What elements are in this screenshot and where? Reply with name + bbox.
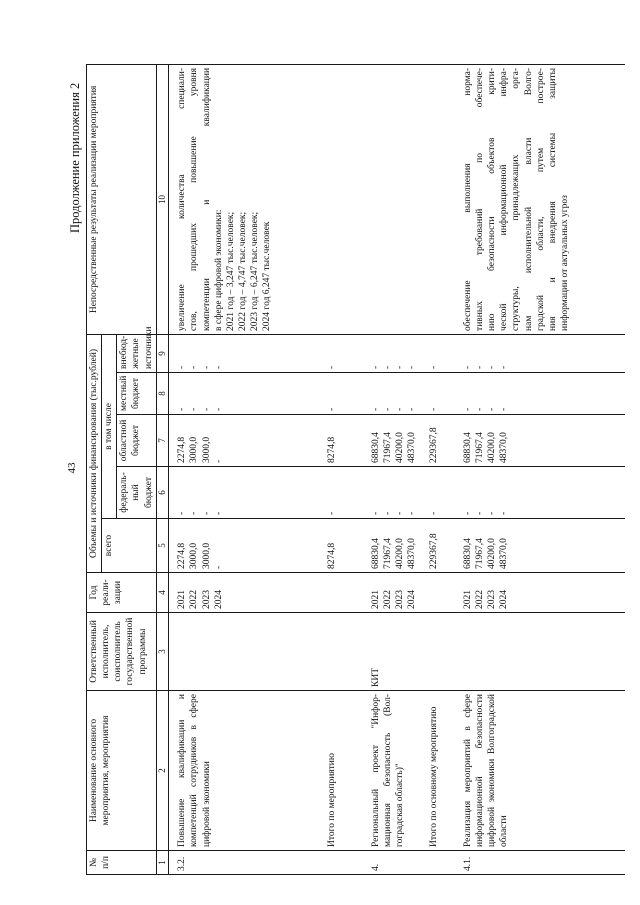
result-line: ческой информационной инфра-	[499, 67, 510, 331]
row-local-value: -	[189, 407, 200, 411]
row-local-value: -	[326, 407, 337, 411]
result-line: увеличение количества специали-	[177, 67, 188, 331]
row-local-value: -	[370, 407, 381, 411]
header-incl: в том числе	[102, 334, 117, 518]
column-number: 3	[156, 613, 169, 691]
row-total-value: 3000,0	[189, 542, 200, 569]
row-extra-value: -	[201, 365, 212, 369]
row-local-value: -	[428, 407, 439, 411]
header-total: всего	[102, 519, 157, 573]
row-extra-value: -	[177, 365, 188, 369]
row-local-value: -	[382, 407, 393, 411]
row-regional-value: 3000,0	[189, 436, 200, 463]
result-line: обеспечение выполнения норма-	[462, 67, 473, 331]
row-federal	[169, 467, 319, 519]
row-results	[421, 64, 455, 334]
row-total-value: 3000,0	[201, 542, 212, 569]
row-number: 4.	[363, 851, 421, 875]
row-extra-value: -	[474, 365, 485, 369]
row-federal	[363, 467, 421, 519]
row-years-value: 2021	[370, 590, 381, 609]
row-local-value: -	[177, 407, 188, 411]
row-results	[169, 64, 319, 334]
row-name: Итого по мероприятию	[319, 691, 363, 851]
row-local	[421, 373, 455, 415]
row-regional	[455, 415, 625, 467]
header-local: местный бюджет	[117, 373, 156, 415]
row-local	[169, 373, 319, 415]
row-results	[363, 64, 421, 334]
row-years-value: 2024	[499, 590, 510, 609]
row-total-value: 71967,4	[474, 538, 485, 569]
row-regional-value: 71967,4	[474, 432, 485, 463]
row-name: Региональный проект "Инфор-мационная безопасность (Вол-гоградская область)"	[363, 691, 421, 851]
header-responsible: Ответственный исполнитель, соисполнитель государственной программы	[87, 613, 157, 691]
row-total-value: 2274,8	[177, 542, 188, 569]
row-regional-value: 68830,4	[370, 432, 381, 463]
row-local	[363, 373, 421, 415]
result-line: тивных требований по обеспече-	[474, 67, 485, 331]
row-extra-value: -	[370, 365, 381, 369]
row-regional-value: 8274,8	[326, 436, 337, 463]
column-number-row	[156, 64, 169, 874]
result-line: информации от актуальных угроз	[560, 195, 571, 331]
row-years-value: 2023	[201, 590, 212, 609]
row-extra-value: -	[428, 365, 439, 369]
result-line: стов, прошедших повышение уровня	[189, 67, 200, 331]
row-responsible	[319, 613, 363, 691]
header-year: Год реали-зации	[87, 573, 157, 613]
row-responsible	[169, 613, 319, 691]
row-federal-value: -	[462, 511, 473, 515]
row-federal-value: -	[189, 511, 200, 515]
row-regional-value: 3000,0	[201, 436, 212, 463]
row-extra	[455, 334, 625, 372]
row-federal-value: -	[487, 511, 498, 515]
row-extra-value: -	[407, 365, 418, 369]
row-federal-value: -	[395, 511, 406, 515]
row-total-value: 48370,0	[407, 538, 418, 569]
column-number: 2	[156, 691, 169, 851]
row-years	[455, 573, 625, 613]
row-total-value: 40200,0	[395, 538, 406, 569]
row-extra-value: -	[382, 365, 393, 369]
row-regional	[319, 415, 363, 467]
result-line: ния и внедрения системы защиты	[547, 67, 558, 331]
row-federal-value: -	[201, 511, 212, 515]
row-extra-value: -	[189, 365, 200, 369]
row-regional-value: 71967,4	[382, 432, 393, 463]
row-local	[319, 373, 363, 415]
row-total-value: 68830,4	[462, 538, 473, 569]
row-federal	[319, 467, 363, 519]
row-name: Реализация мероприятий в сфере информационной безопасности цифровой экономики Волгоградской области	[455, 691, 625, 851]
row-extra-value: -	[487, 365, 498, 369]
row-extra-value: -	[326, 365, 337, 369]
row-years-value: 2021	[462, 590, 473, 609]
row-total-value: -	[213, 565, 224, 569]
column-number: 5	[156, 519, 169, 573]
row-years	[421, 573, 455, 613]
header-extra: внебюд-жетные источники	[117, 334, 156, 372]
row-name: Итого по основному мероприятию	[421, 691, 455, 851]
result-line: 2024 год 6,247 тыс.человек	[262, 221, 273, 331]
column-number: 8	[156, 373, 169, 415]
row-number	[319, 851, 363, 875]
row-results	[319, 64, 363, 334]
column-number: 6	[156, 467, 169, 519]
header-results: Непосредственные результаты реализации мероприятия	[87, 64, 157, 334]
continuation-title: Продолжение приложения 2	[68, 82, 82, 233]
row-years-value: 2022	[474, 590, 485, 609]
row-extra	[169, 334, 319, 372]
result-line: компетенции и квалификации	[201, 67, 212, 331]
row-name: Повышение квалификации и компетенций сотрудников в сфере цифровой экономики	[169, 691, 319, 851]
row-number: 3.2.	[169, 851, 319, 875]
row-regional-value: 40200,0	[487, 432, 498, 463]
column-number: 1	[156, 851, 169, 875]
row-extra-value: -	[462, 365, 473, 369]
row-local-value: -	[462, 407, 473, 411]
row-federal	[455, 467, 625, 519]
column-number: 10	[156, 64, 169, 334]
table-row	[319, 64, 363, 874]
header-name: Наименование основного мероприятия, мероприятия	[87, 691, 157, 851]
row-total-value: 48370,0	[499, 538, 510, 569]
row-total	[363, 519, 421, 573]
result-line: 2022 год – 4,747 тыс.человек;	[238, 211, 249, 331]
funding-table	[86, 64, 625, 875]
row-local-value: -	[499, 407, 510, 411]
row-federal	[421, 467, 455, 519]
row-total	[169, 519, 319, 573]
result-line: нам исполнительной власти Волго-	[523, 67, 534, 331]
row-total-value: 71967,4	[382, 538, 393, 569]
row-regional-value: 229367,8	[428, 427, 439, 463]
table-row	[363, 64, 421, 874]
row-years-value: 2024	[407, 590, 418, 609]
row-total-value: 229367,8	[428, 533, 439, 569]
result-line: 2023 год – 6,247 тыс.человек;	[250, 211, 261, 331]
row-years-value: 2023	[487, 590, 498, 609]
row-federal-value: -	[499, 511, 510, 515]
row-responsible	[421, 613, 455, 691]
row-local-value: -	[201, 407, 212, 411]
row-years	[169, 573, 319, 613]
column-number: 7	[156, 415, 169, 467]
column-number: 9	[156, 334, 169, 372]
row-federal-value: -	[382, 511, 393, 515]
row-total-value: 68830,4	[370, 538, 381, 569]
row-years-value: 2023	[395, 590, 406, 609]
table-row	[421, 64, 455, 874]
row-federal-value: -	[213, 511, 224, 515]
row-federal-value: -	[370, 511, 381, 515]
row-extra	[319, 334, 363, 372]
row-federal-value: -	[428, 511, 439, 515]
row-regional	[421, 415, 455, 467]
row-years-value: 2021	[177, 590, 188, 609]
result-line: в сфере цифровой экономики:	[213, 209, 224, 331]
result-line: нию безопасности объектов крити-	[487, 67, 498, 331]
header-num: № п/п	[87, 851, 157, 875]
row-regional-value: 48370,0	[407, 432, 418, 463]
row-regional-value: 48370,0	[499, 432, 510, 463]
row-number: 4.1.	[455, 851, 625, 875]
column-number: 4	[156, 573, 169, 613]
row-regional-value: 2274,8	[177, 436, 188, 463]
row-results	[455, 64, 625, 334]
page-number: 43	[66, 462, 78, 474]
row-number	[421, 851, 455, 875]
row-total-value: 40200,0	[487, 538, 498, 569]
row-extra	[421, 334, 455, 372]
row-regional-value: -	[213, 459, 224, 463]
row-extra-value: -	[395, 365, 406, 369]
result-line: 2021 год – 3,247 тыс.человек;	[225, 211, 236, 331]
row-years	[363, 573, 421, 613]
header-regional: областной бюджет	[117, 415, 156, 467]
header-funding: Объемы и источники финансирования (тыс.рублей)	[87, 334, 102, 572]
row-local-value: -	[407, 407, 418, 411]
row-years	[319, 573, 363, 613]
row-federal-value: -	[177, 511, 188, 515]
row-regional-value: 68830,4	[462, 432, 473, 463]
row-total	[455, 519, 625, 573]
row-local-value: -	[395, 407, 406, 411]
row-extra-value: -	[499, 365, 510, 369]
result-line: градской области, путем построе-	[535, 67, 546, 331]
result-line: структуры, принадлежащих орга-	[511, 67, 522, 331]
row-extra-value: -	[213, 365, 224, 369]
header-federal: федераль-ный бюджет	[117, 467, 156, 519]
table-row	[455, 64, 625, 874]
row-responsible: КИТ	[363, 613, 421, 691]
row-years-value: 2022	[382, 590, 393, 609]
header-row-1	[87, 64, 102, 874]
row-total	[319, 519, 363, 573]
row-responsible	[455, 613, 625, 691]
row-extra	[363, 334, 421, 372]
row-federal-value: -	[474, 511, 485, 515]
row-local-value: -	[474, 407, 485, 411]
row-local	[455, 373, 625, 415]
row-regional	[169, 415, 319, 467]
row-total	[421, 519, 455, 573]
row-regional-value: 40200,0	[395, 432, 406, 463]
row-local-value: -	[213, 407, 224, 411]
table-row	[169, 64, 319, 874]
row-regional	[363, 415, 421, 467]
row-federal-value: -	[326, 511, 337, 515]
row-total-value: 8274,8	[326, 542, 337, 569]
row-local-value: -	[487, 407, 498, 411]
row-years-value: 2022	[189, 590, 200, 609]
row-federal-value: -	[407, 511, 418, 515]
row-years-value: 2024	[213, 590, 224, 609]
